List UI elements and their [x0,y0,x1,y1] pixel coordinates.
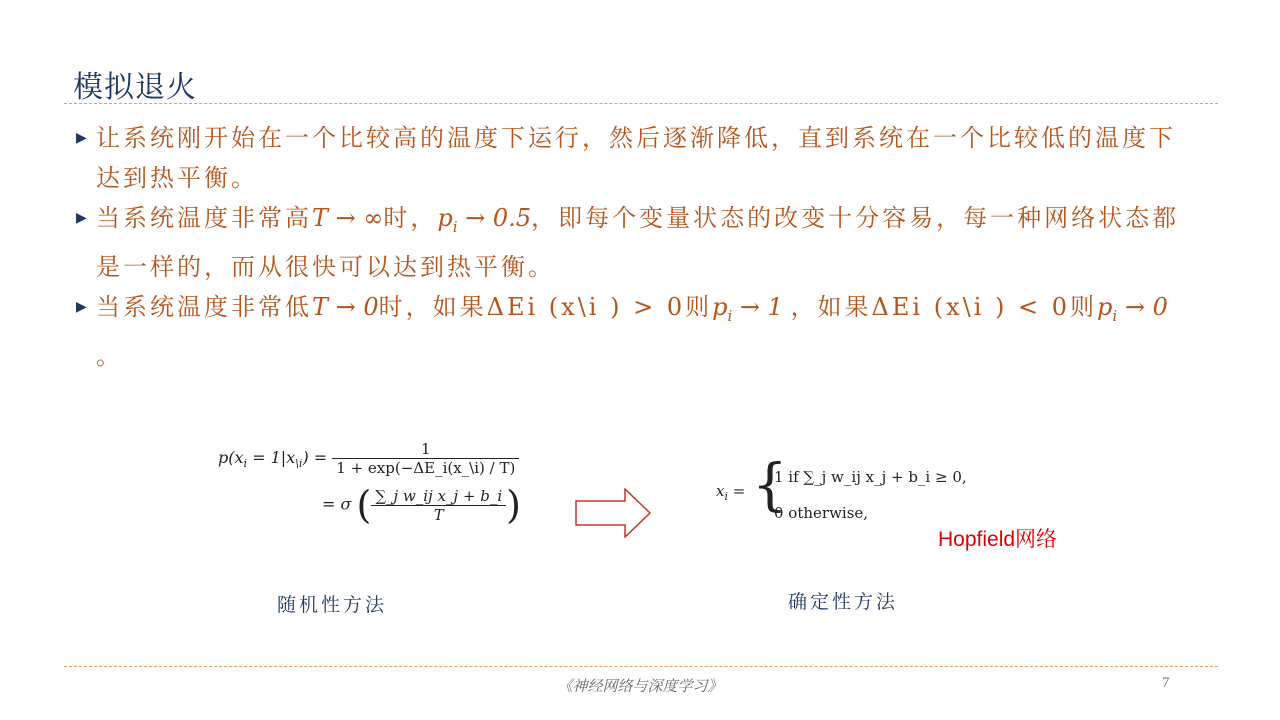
bullet-text: 。 [96,341,123,370]
bullet-arrow-icon: ▶ [76,210,87,226]
eq-case-1: 1 if ∑_j w_ij x_j + b_i ≥ 0, [774,468,967,486]
left-caption: 随机性方法 [277,594,388,616]
bullet-text: 让系统刚开始在一个比较高的温度下运行，然后逐渐降低，直到系统在一个比较低的温度下达到热平衡。 [96,124,1176,192]
math-expression: T → ∞ [312,204,384,232]
math-expression: → 0.5 [457,204,532,232]
eq-numerator: ∑_j w_ij x_j + b_i [371,487,506,506]
equation-line-2 [322,483,521,527]
math-p: p [1097,292,1113,321]
eq-denominator: 1 + exp(−ΔE_i(x_\i) / T) [336,459,516,477]
eq-sigma: = σ [322,494,352,514]
footer-text: 《神经网络与深度学习》 [557,677,723,695]
footer-divider [64,666,1218,667]
math-p: p [712,292,728,321]
eq-lhs: $x_i$ = [716,482,746,503]
bullet-arrow-icon: ▶ [76,298,87,315]
slide-title: 模拟退火 [73,70,197,105]
brace-icon: { [752,453,788,518]
bullet-text: 时， [383,204,438,232]
eq-numerator: 1 [332,440,519,459]
bullet-text: ，如果ΔEi (x\i ) < 0则 [790,292,1098,321]
bullet-arrow-icon: ▶ [76,130,87,146]
eq-lhs: $p(x_i = 1|x_{\backslash i})$ = [218,448,328,471]
math-expression: T → 0 [312,292,379,321]
math-subscript: i [727,306,733,325]
right-arrow-icon [575,488,653,538]
math-p: p [437,204,453,232]
right-caption: 确定性方法 [788,591,899,613]
bullet-text: 当系统温度非常低 [96,292,312,321]
math-expression: → 0 [1117,292,1168,321]
page-number: 7 [1162,675,1170,691]
math-expression: → 1 [732,292,791,321]
paren-open-icon: ( [356,483,372,527]
hopfield-label: Hopfield网络 [938,528,1058,551]
math-variable [1097,292,1118,325]
math-subscript: i [452,217,458,236]
eq-denominator: T [433,505,444,524]
math-variable [712,292,733,325]
equation-line-1 [218,440,521,477]
bullet-list [74,118,1194,376]
bullet-text: 时，如果ΔEi (x\i ) > 0则 [378,292,713,321]
bullet-item-1 [74,118,1194,198]
bullet-item-3 [74,287,1194,376]
bullet-text: ，即每个变量状态的改变十分容易，每一种网络状态都是一样的，而从很快可以达到热平衡。 [96,204,1180,281]
math-variable [437,204,458,236]
title-divider [64,103,1218,104]
stochastic-equation [218,440,521,527]
eq-case-2: 0 otherwise, [774,504,869,522]
paren-close-icon: ) [506,483,521,527]
bullet-text: 当系统温度非常高 [96,204,312,232]
eq-fraction-2 [371,487,506,524]
math-subscript: i [1112,306,1118,325]
bullet-item-2 [74,198,1194,287]
eq-fraction-1 [332,440,519,477]
